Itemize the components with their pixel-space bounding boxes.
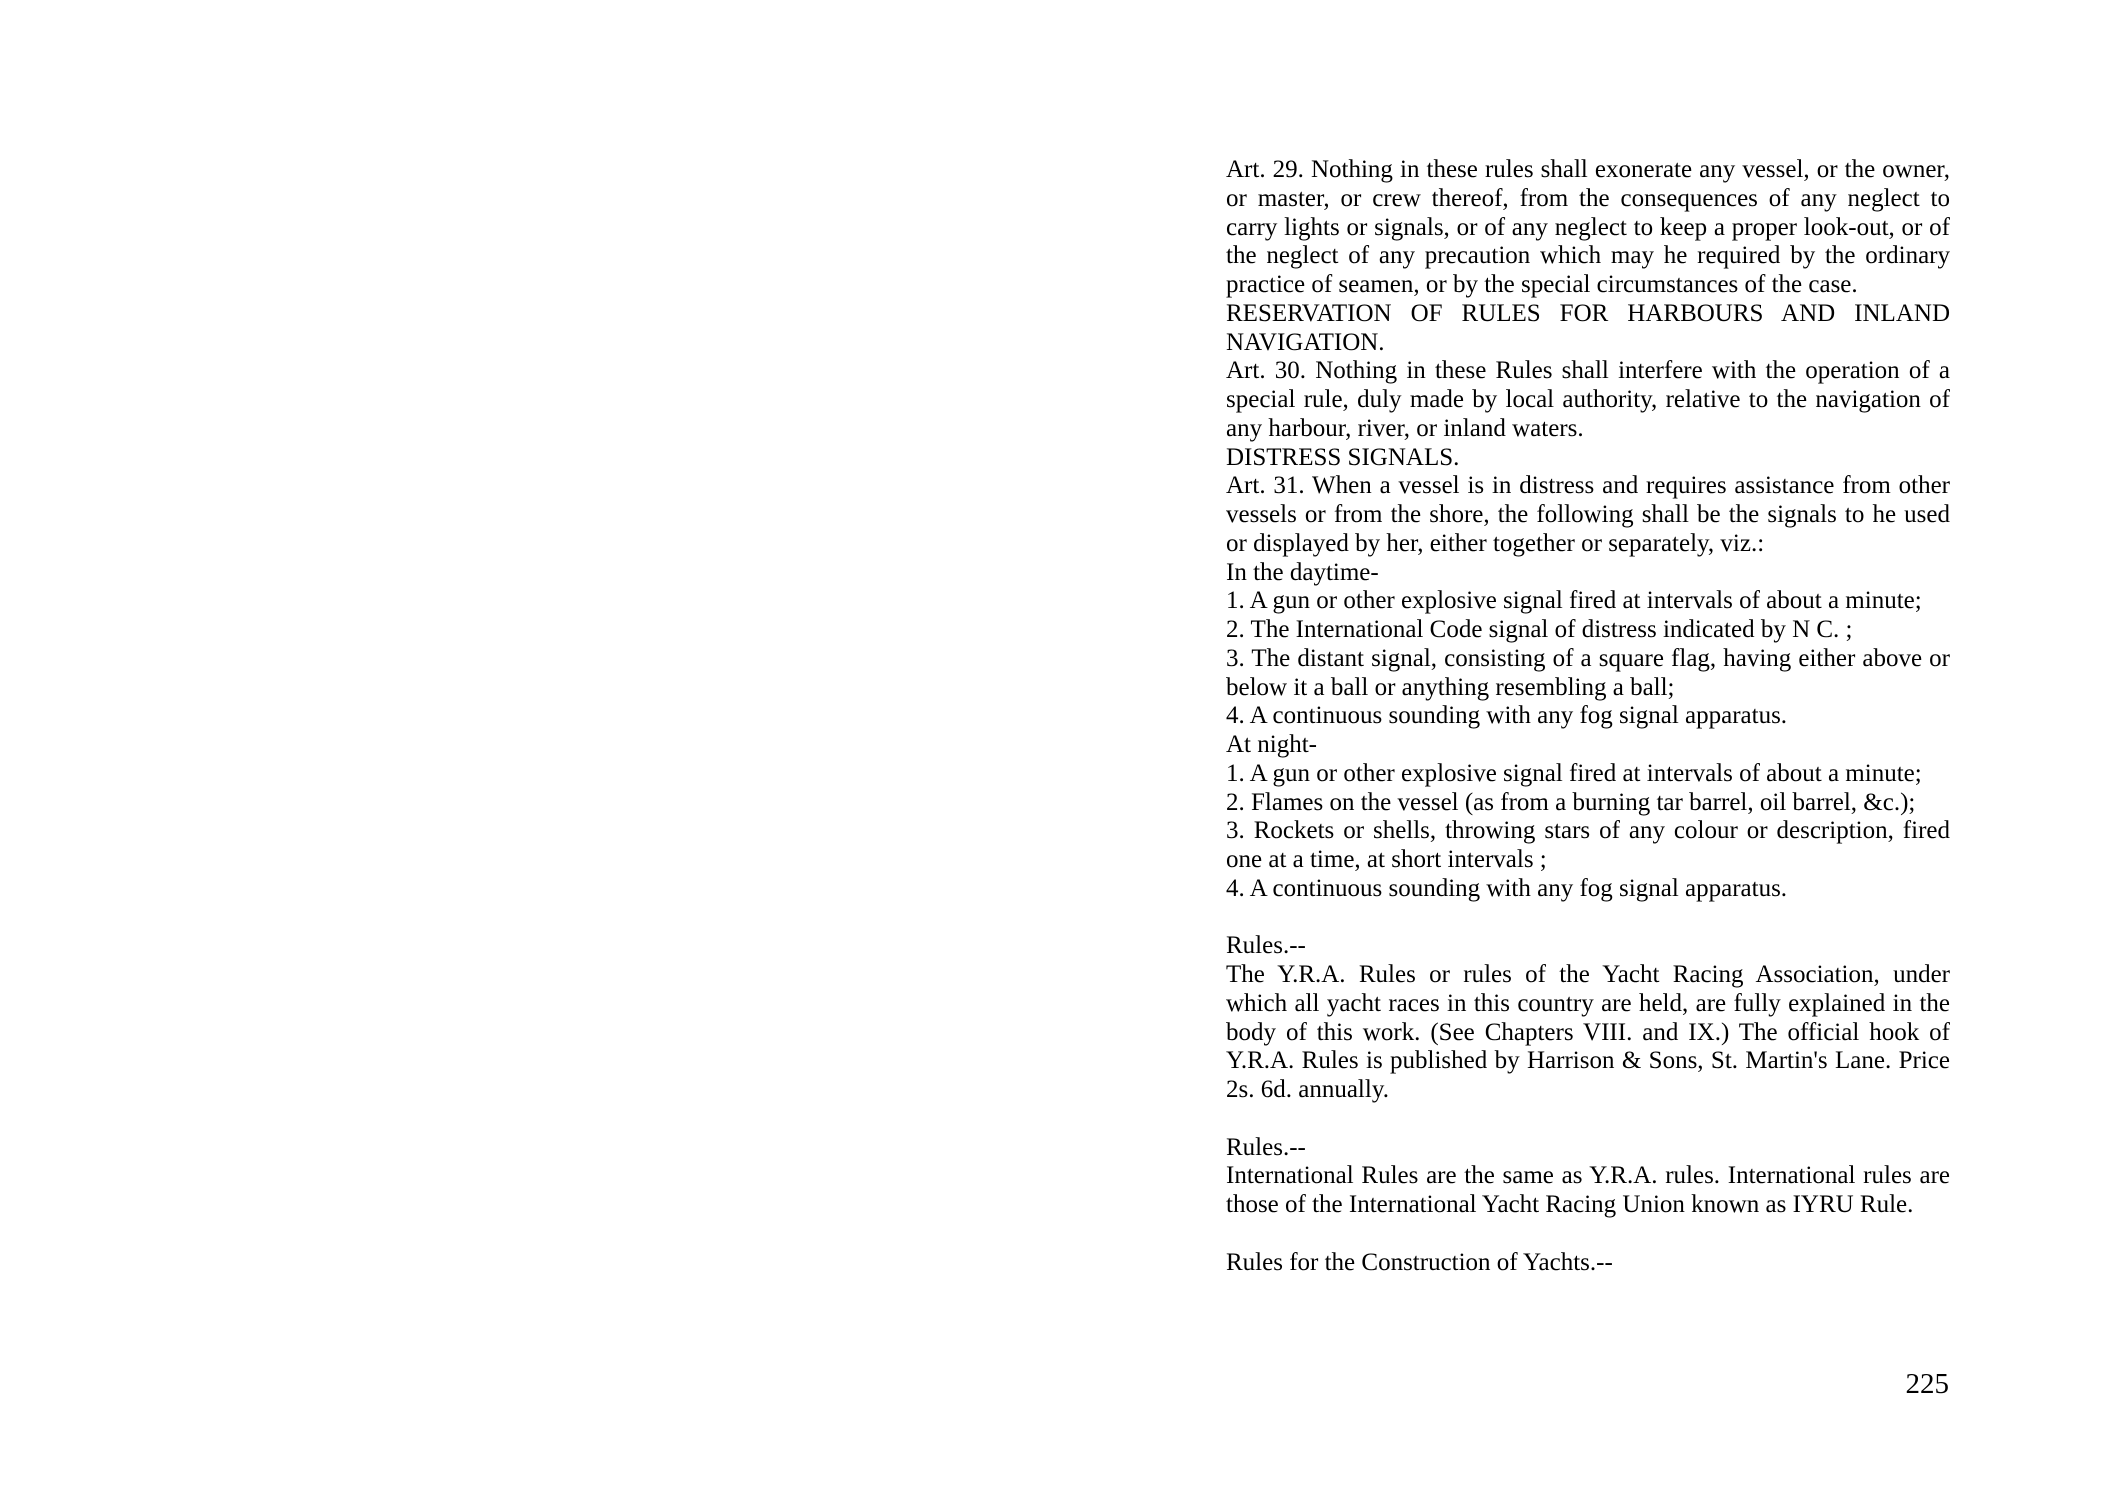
text-line: International Rules are the same as Y.R.A. rules. International rules are xyxy=(1226,1162,1950,1190)
text-line: Art. 29. Nothing in these rules shall exonerate any vessel, or the owner, xyxy=(1226,156,1950,183)
text-line: NAVIGATION. xyxy=(1226,328,1385,356)
text-line: 2. The International Code signal of distress indicated by N C. ; xyxy=(1226,616,1853,643)
night-signal-2 xyxy=(1226,789,1950,818)
page-body-text xyxy=(1226,156,1950,1277)
text-line: 4. A continuous sounding with any fog signal apparatus. xyxy=(1226,874,1788,902)
text-line: special rule, duly made by local authority, relative to the navigation of xyxy=(1226,386,1950,413)
night-signal-3 xyxy=(1226,817,1950,875)
text-line: which all yacht races in this country are held, are fully explained in the xyxy=(1226,989,1950,1017)
daytime-subheading xyxy=(1226,559,1950,588)
heading-reservation-of-rules xyxy=(1226,300,1950,358)
text-line: or master, or crew thereof, from the consequences of any neglect to xyxy=(1226,184,1950,212)
page-number: 225 xyxy=(1905,1368,1949,1400)
blank-line xyxy=(1226,1105,1950,1134)
text-line: Art. 31. When a vessel is in distress and requires assistance from other xyxy=(1226,472,1950,500)
text-line: body of this work. (See Chapters VIII. and IX.) The official hook of xyxy=(1226,1018,1950,1046)
international-rules-paragraph xyxy=(1226,1162,1950,1220)
text-line: 1. A gun or other explosive signal fired at intervals of about a minute; xyxy=(1226,587,1922,615)
text-line: 3. Rockets or shells, throwing stars of any colour or description, fired xyxy=(1226,817,1950,845)
text-line: RESERVATION OF RULES FOR HARBOURS AND INLAND xyxy=(1226,299,1950,327)
rules-heading-yra xyxy=(1226,932,1950,961)
text-line: Rules.-- xyxy=(1226,932,1306,960)
text-line: those of the International Yacht Racing Union known as IYRU Rule. xyxy=(1226,1191,1914,1218)
text-line: At night- xyxy=(1226,731,1317,758)
blank-line xyxy=(1226,1220,1950,1249)
text-line: Y.R.A. Rules is published by Harrison & Sons, St. Martin's Lane. Price xyxy=(1226,1047,1950,1075)
text-line: Rules for the Construction of Yachts.-- xyxy=(1226,1248,1613,1276)
daytime-signal-2 xyxy=(1226,616,1950,645)
text-line: DISTRESS SIGNALS. xyxy=(1226,443,1460,471)
text-line: 2s. 6d. annually. xyxy=(1226,1076,1389,1103)
article-31-paragraph xyxy=(1226,472,1950,558)
article-29-paragraph xyxy=(1226,156,1950,300)
text-line: the neglect of any precaution which may he required by the ordinary xyxy=(1226,242,1950,270)
text-line: vessels or from the shore, the following shall be the signals to he used xyxy=(1226,501,1950,528)
daytime-signal-3 xyxy=(1226,645,1950,703)
daytime-signal-4 xyxy=(1226,702,1950,731)
text-line: carry lights or signals, or of any neglect to keep a proper look-out, or of xyxy=(1226,213,1950,241)
text-line: one at a time, at short intervals ; xyxy=(1226,846,1547,873)
text-line: any harbour, river, or inland waters. xyxy=(1226,414,1584,442)
text-line: or displayed by her, either together or separately, viz.: xyxy=(1226,529,1765,557)
text-line: below it a ball or anything resembling a ball; xyxy=(1226,673,1675,701)
heading-distress-signals xyxy=(1226,444,1950,473)
article-30-paragraph xyxy=(1226,357,1950,443)
night-signal-4 xyxy=(1226,875,1950,904)
blank-line xyxy=(1226,904,1950,933)
text-line: Rules.-- xyxy=(1226,1133,1306,1161)
text-line: 2. Flames on the vessel (as from a burning tar barrel, oil barrel, &c.); xyxy=(1226,788,1916,816)
daytime-signal-1 xyxy=(1226,587,1950,616)
rules-heading-international xyxy=(1226,1134,1950,1163)
text-line: In the daytime- xyxy=(1226,558,1379,586)
rules-construction-heading xyxy=(1226,1249,1950,1278)
night-subheading xyxy=(1226,731,1950,760)
text-line: Art. 30. Nothing in these Rules shall interfere with the operation of a xyxy=(1226,357,1950,385)
text-line: 1. A gun or other explosive signal fired at intervals of about a minute; xyxy=(1226,759,1922,787)
text-line: The Y.R.A. Rules or rules of the Yacht Racing Association, under xyxy=(1226,961,1950,988)
text-line: 3. The distant signal, consisting of a square flag, having either above or xyxy=(1226,644,1950,672)
yra-rules-paragraph xyxy=(1226,961,1950,1105)
night-signal-1 xyxy=(1226,760,1950,789)
left-page-blank xyxy=(0,0,1052,1489)
text-line: 4. A continuous sounding with any fog signal apparatus. xyxy=(1226,702,1788,730)
text-line: practice of seamen, or by the special circumstances of the case. xyxy=(1226,271,1858,298)
